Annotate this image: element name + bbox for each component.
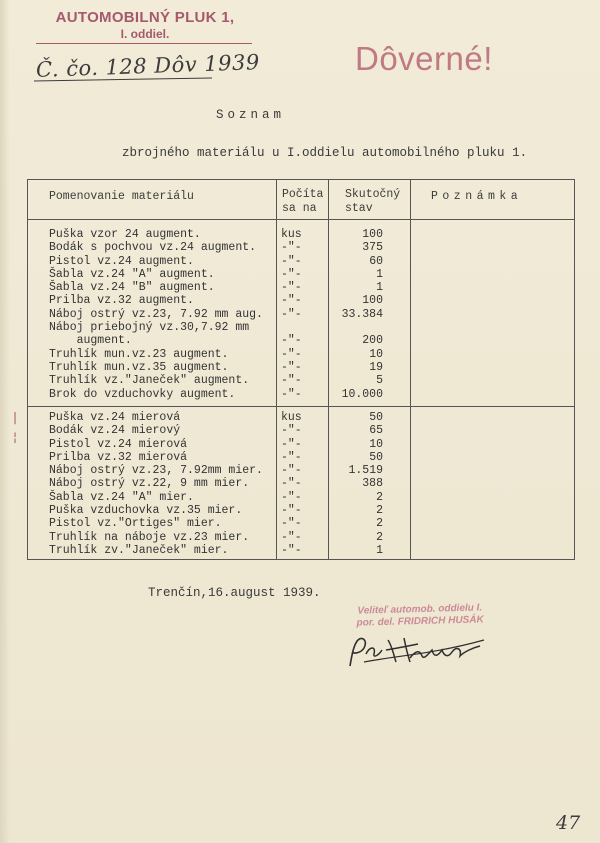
table-cell-unit: -"- (281, 387, 302, 401)
table-cell-unit: -"- (281, 294, 302, 308)
table-cell-unit: -"- (281, 437, 302, 451)
table-cell-name: Bodák s pochvou vz.24 augment. (49, 241, 257, 255)
table-cell-unit: -"- (281, 424, 302, 438)
place-and-date: Trenčín,16.august 1939. (148, 586, 321, 600)
table-cell-qty: 50 (369, 450, 383, 464)
table-header-border (27, 219, 575, 220)
table-cell-qty: 2 (376, 504, 383, 518)
table-cell-qty: 5 (376, 374, 383, 388)
table-cell-name: Šabla vz.24 "A" mier. (49, 490, 194, 504)
table-cell-unit: -"- (281, 347, 302, 361)
section2-count-column (281, 411, 302, 557)
page-number: 47 (556, 812, 581, 834)
section1-material-column (49, 228, 263, 401)
header-actual-line2: stav (345, 202, 373, 215)
table-top-border (27, 179, 575, 180)
table-cell-name: Náboj ostrý vz.23, 7.92 mm aug. (49, 307, 263, 321)
table-cell-qty: 388 (362, 477, 383, 491)
table-cell-qty: 50 (369, 411, 383, 424)
unit-stamp-rule (36, 43, 252, 44)
table-cell-name: Puška vzduchovka vz.35 mier. (49, 504, 243, 518)
document-title: Soznam (216, 108, 286, 122)
table-cell-qty: 2 (376, 517, 383, 531)
table-cell-name: Puška vzor 24 augment. (49, 228, 201, 241)
table-cell-name: Prilba vz.32 mierová (49, 450, 188, 464)
classification-stamp: Dôverné! (355, 40, 493, 77)
table-cell-qty: 1 (376, 543, 383, 557)
table-section-divider (27, 406, 575, 407)
document-subtitle: zbrojného materiálu u I.oddielu automobilného pluku 1. (122, 146, 528, 160)
signatory-stamp-line1: Veliteľ automob. oddielu I. (357, 602, 483, 617)
section2-actual-column (329, 411, 383, 557)
table-cell-unit: -"- (281, 241, 302, 255)
section1-count-column (281, 228, 302, 401)
table-cell-name: Puška vz.24 mierová (49, 411, 181, 424)
table-cell-name: Truhlík mun.vz.35 augment. (49, 360, 229, 374)
table-bottom-border (27, 559, 575, 560)
table-cell-qty: 60 (369, 254, 383, 268)
table-cell-name: Pistol vz.24 mierová (49, 437, 188, 451)
table-cell-qty: 65 (369, 424, 383, 438)
table-cell-name: Pistol vz."Ortiges" mier. (49, 517, 222, 531)
col-divider-note (410, 179, 411, 560)
table-cell-name: augment. (49, 334, 132, 348)
table-cell-qty: 1 (376, 267, 383, 281)
header-actual-line1: Skutočný (345, 188, 401, 201)
handwritten-signature (344, 632, 494, 672)
page-fold-shadow (0, 0, 10, 843)
table-cell-qty: 2 (376, 530, 383, 544)
table-cell-name: Šabla vz.24 "A" augment. (49, 267, 215, 281)
table-cell-unit: -"- (281, 517, 302, 531)
table-cell-name: Truhlík vz."Janeček" augment. (49, 374, 250, 388)
table-cell-qty: 375 (362, 241, 383, 255)
unit-stamp-line2: I. oddiel. (120, 26, 170, 41)
table-cell-name: Pistol vz.24 augment. (49, 254, 194, 268)
table-cell-name: Truhlík na náboje vz.23 mier. (49, 530, 250, 544)
section2-material-column (49, 411, 263, 557)
inventory-table (27, 179, 575, 560)
header-count-line1: Počíta (282, 188, 324, 201)
table-cell-name: Náboj ostrý vz.23, 7.92mm mier. (49, 464, 263, 478)
table-cell-unit: -"- (281, 543, 302, 557)
margin-tick-mark: | (13, 410, 18, 424)
unit-stamp-line1: AUTOMOBILNÝ PLUK 1, (55, 9, 235, 26)
table-cell-name: Šabla vz.24 "B" augment. (49, 281, 215, 295)
section1-actual-column (329, 228, 383, 401)
table-cell-unit: -"- (281, 360, 302, 374)
table-cell-qty: 2 (376, 490, 383, 504)
table-cell-qty: 1.519 (348, 464, 383, 478)
table-cell-qty: 10.000 (341, 387, 383, 401)
table-cell-name: Náboj ostrý vz.22, 9 mm mier. (49, 477, 250, 491)
header-material: Pomenovanie materiálu (49, 190, 194, 203)
table-cell-unit: -"- (281, 464, 302, 478)
table-right-border (574, 179, 575, 560)
table-cell-name: Náboj priebojný vz.30,7.92 mm (49, 321, 250, 335)
table-cell-unit: kus (281, 228, 302, 241)
table-cell-unit: -"- (281, 477, 302, 491)
table-cell-qty: 10 (369, 437, 383, 451)
table-cell-qty: 10 (369, 347, 383, 361)
unit-stamp (36, 10, 254, 40)
col-divider-count (276, 179, 277, 560)
table-cell-name: Brok do vzduchovky augment. (49, 387, 236, 401)
table-cell-name: Bodák vz.24 mierový (49, 424, 181, 438)
table-cell-qty: 19 (369, 360, 383, 374)
table-cell-unit: -"- (281, 307, 302, 321)
table-cell-qty: 33.384 (341, 307, 383, 321)
table-cell-unit: -"- (281, 490, 302, 504)
table-cell-qty: 100 (362, 294, 383, 308)
reference-number: Č. čo. 128 Dôv 1939 (35, 50, 261, 82)
signatory-stamp (340, 602, 501, 630)
header-count-line2: sa na (282, 202, 317, 215)
table-cell-unit: -"- (281, 530, 302, 544)
table-cell-unit: -"- (281, 504, 302, 518)
table-cell-qty: 100 (362, 228, 383, 241)
header-note: Poznámka (431, 190, 523, 203)
table-cell-unit: -"- (281, 281, 302, 295)
signatory-stamp-line2: por. del. FRIDRICH HUSÁK (356, 614, 484, 629)
table-cell-name: Truhlík zv."Janeček" mier. (49, 543, 229, 557)
table-cell-name: Truhlík mun.vz.23 augment. (49, 347, 229, 361)
margin-tick-mark: ¦ (13, 430, 18, 444)
table-cell-qty (329, 321, 383, 334)
table-cell-qty: 200 (362, 334, 383, 348)
table-cell-unit: -"- (281, 254, 302, 268)
table-cell-unit: -"- (281, 374, 302, 388)
table-cell-unit: -"- (281, 267, 302, 281)
table-left-border (27, 179, 28, 560)
table-cell-qty: 1 (376, 281, 383, 295)
table-cell-unit (281, 321, 302, 334)
table-cell-unit: -"- (281, 334, 302, 348)
table-cell-unit: kus (281, 411, 302, 424)
table-cell-unit: -"- (281, 450, 302, 464)
table-cell-name: Prilba vz.32 augment. (49, 294, 194, 308)
